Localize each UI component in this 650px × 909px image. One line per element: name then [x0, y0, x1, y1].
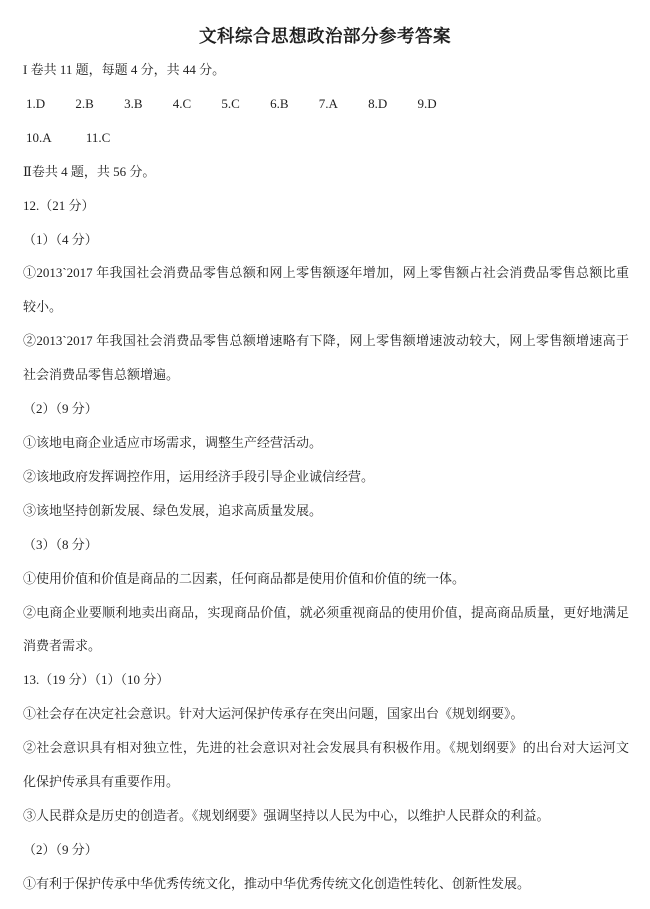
q12-heading: 12.（21 分）	[23, 197, 95, 213]
mc-answers-row-1	[23, 87, 629, 121]
mc-answer-7: 7.A	[318, 95, 338, 111]
mc-answer-4: 4.C	[172, 95, 192, 111]
mc-answer-6: 6.B	[270, 95, 289, 111]
mc-answer-9: 9.D	[417, 95, 437, 111]
q12-2-point3: ③该地坚持创新发展、绿色发展，追求高质量发展。	[23, 502, 323, 518]
q13-heading: 13.（19 分）（1）（10 分）	[23, 672, 170, 688]
q12-3-heading: （3）（8 分）	[23, 536, 98, 552]
q12-1-point1-line2: 较小。	[23, 299, 63, 315]
q13-1-point2-line2: 化保护传承具有重要作用。	[23, 774, 180, 790]
q12-1-point2-line1: ②2013`2017 年我国社会消费品零售总额增速略有下降，网上零售额增速波动较大，网上零售额增速高于	[23, 333, 629, 349]
q13-2-heading: （2）（9 分）	[23, 841, 98, 857]
q12-1-point1-line1: ①2013`2017 年我国社会消费品零售总额和网上零售额逐年增加，网上零售额占社会消费品零售总额比重	[23, 265, 629, 281]
mc-answers-row-2	[23, 121, 629, 155]
mc-answer-2: 2.B	[75, 95, 94, 111]
q12-3-point1: ①使用价值和价值是商品的二因素，任何商品都是使用价值和价值的统一体。	[23, 570, 466, 586]
document-title: 文科综合思想政治部分参考答案	[199, 26, 451, 46]
mc-answer-11: 11.C	[85, 129, 111, 145]
q12-3-point2-line1: ②电商企业要顺利地卖出商品，实现商品价值，就必须重视商品的使用价值，提高商品质量，更好地满足	[23, 604, 629, 620]
document-body	[0, 53, 650, 901]
part2-header: Ⅱ卷共 4 题，共 56 分。	[23, 163, 156, 179]
mc-answer-10: 10.A	[26, 129, 52, 145]
q12-2-point2: ②该地政府发挥调控作用，运用经济手段引导企业诚信经营。	[23, 468, 375, 484]
mc-answer-3: 3.B	[124, 95, 143, 111]
part1-header: I 卷共 11 题，每题 4 分，共 44 分。	[23, 62, 226, 77]
q13-1-point1: ①社会存在决定社会意识。针对大运河保护传承存在突出问题，国家出台《规划纲要》。	[23, 706, 524, 722]
q12-2-point1: ①该地电商企业适应市场需求，调整生产经营活动。	[23, 434, 323, 450]
q12-2-heading: （2）（9 分）	[23, 401, 98, 417]
mc-answer-8: 8.D	[368, 95, 388, 111]
q13-1-point2-line1: ②社会意识具有相对独立性，先进的社会意识对社会发展具有积极作用。《规划纲要》的出台对大运河文	[23, 740, 629, 756]
q13-1-point3: ③人民群众是历史的创造者。《规划纲要》强调坚持以人民为中心，以维护人民群众的利益。	[23, 807, 550, 823]
q12-1-heading: （1）（4 分）	[23, 231, 98, 247]
q12-1-point2-line2: 社会消费品零售总额增遍。	[23, 367, 180, 383]
mc-answer-5: 5.C	[221, 95, 240, 111]
q12-3-point2-line2: 消费者需求。	[23, 638, 102, 654]
q13-2-point1: ①有利于保护传承中华优秀传统文化，推动中华优秀传统文化创造性转化、创新性发展。	[23, 875, 531, 891]
mc-answer-1: 1.D	[26, 95, 46, 111]
